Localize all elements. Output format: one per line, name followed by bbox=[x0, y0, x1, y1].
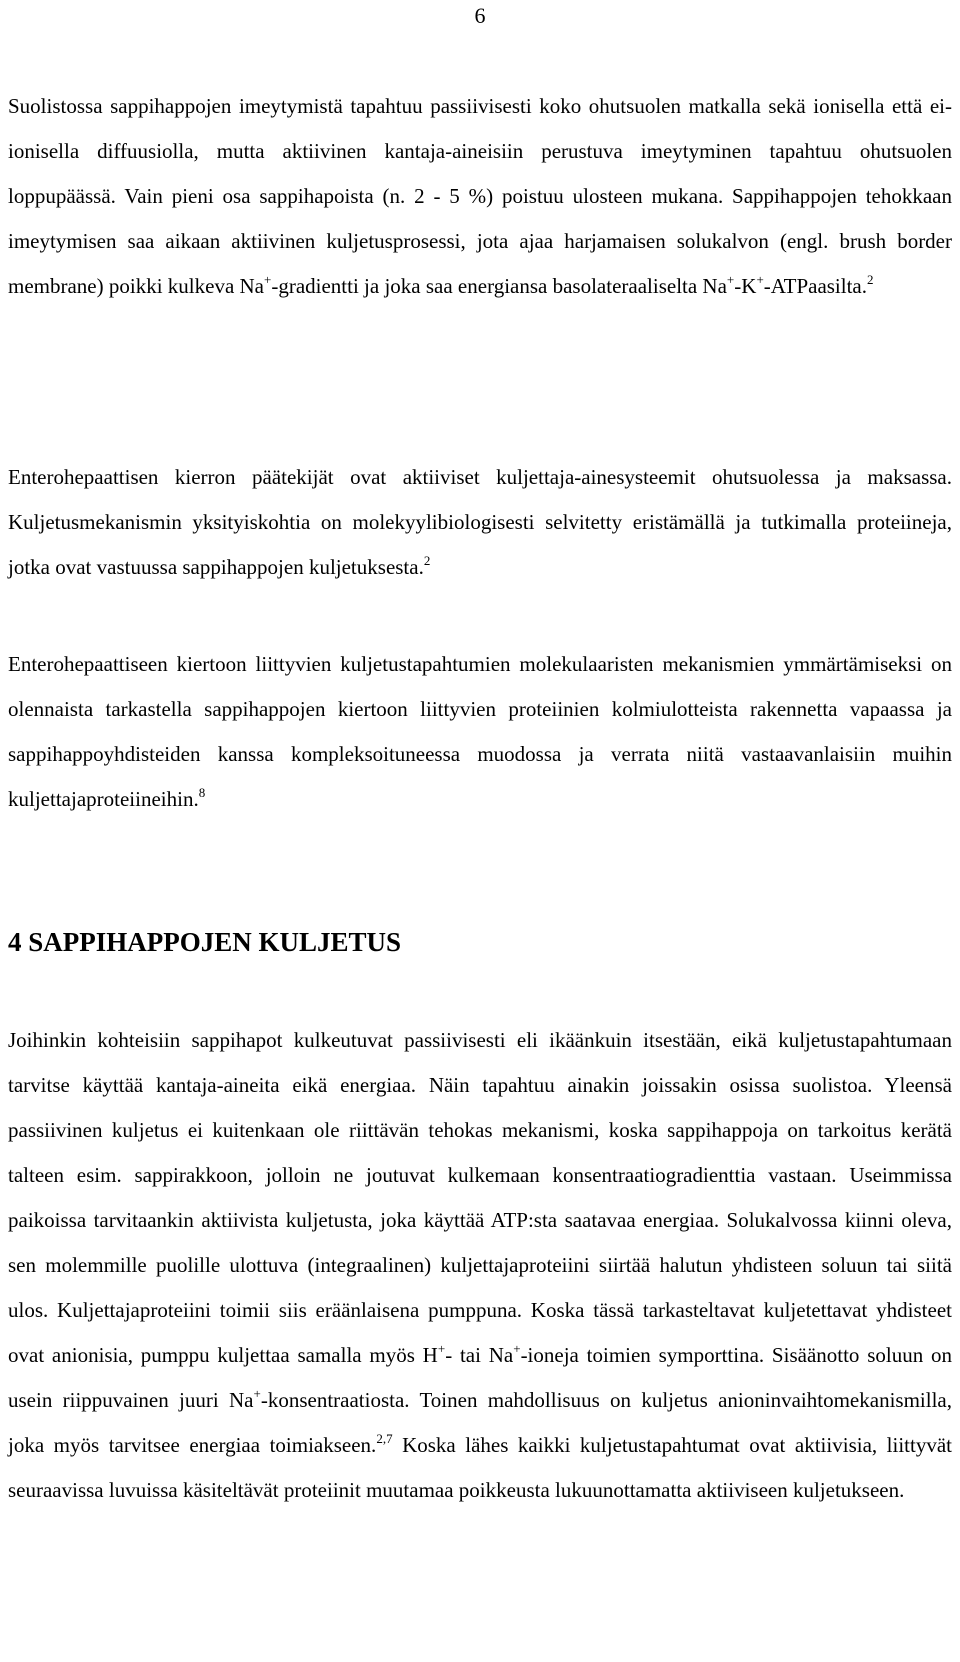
superscript-charge: + bbox=[513, 1341, 521, 1356]
superscript-charge: + bbox=[756, 272, 764, 287]
paragraph-text: Enterohepaattiseen kiertoon liittyvien kuljetustapahtumien molekulaaristen mekanismien ymmärtämiseksi on olennaista tarkastella sappihappojen kiertoon liittyvien proteiinien kolmiulotteista rakennetta vapaassa ja sappihappoyhdisteiden kanssa kompleksoituneessa muodossa ja verrata niitä vastaavanlaisiin muihin kuljettajaproteiineihin. bbox=[8, 652, 952, 811]
paragraph-text: -ioneja toimien symporttina. Sisäänotto soluun on usein riippuvainen juuri Na bbox=[8, 1343, 952, 1412]
paragraph-bile-acid-absorption bbox=[8, 84, 952, 309]
superscript-charge: + bbox=[437, 1341, 446, 1356]
superscript-charge: + bbox=[264, 272, 272, 287]
citation-reference: 8 bbox=[198, 785, 206, 800]
paragraph-text: -gradientti ja joka saa energiansa basolateraaliselta Na bbox=[271, 274, 727, 298]
paragraph-text: -K bbox=[734, 274, 757, 298]
superscript-charge: + bbox=[253, 1386, 261, 1401]
paragraph-text: -ATPaasilta. bbox=[763, 274, 868, 298]
paragraph-text: Joihinkin kohteisiin sappihapot kulkeutuvat passiivisesti eli ikäänkuin itsestään, eikä kuljetustapahtumaan tarvitse käyttää kantaja-aineita eikä energiaa. Näin tapahtuu ainakin joissakin osissa suolistoa. Yleensä passiivinen kuljetus ei kuitenkaan ole riittävän tehokas mekanismi, koska sappihappoja on tarkoitus kerätä talteen esim. sappirakkoon, jolloin ne joutuvat kulkemaan konsentraatiogradienttia vastaan. Useimmissa paikoissa tarvitaankin aktiivista kuljetusta, joka käyttää ATP:sta saatavaa energiaa. Solukalvossa kiinni oleva, sen molemmille puolille ulottuva (integraalinen) kuljettajaproteiini siirtää halutun yhdisteen soluun tai siitä ulos. Kuljettajaproteiini toimii siis eräänlaisena pumppuna. Koska tässä tarkasteltavat kuljetettavat yhdisteet ovat anionisia, pumppu kuljettaa samalla myös H bbox=[8, 1028, 952, 1367]
paragraph-text: Koska lähes kaikki kuljetustapahtumat ovat aktiivisia, liittyvät seuraavissa luvuissa käsiteltävät proteiinit muutamaa poikkeusta lukuunottamatta aktiiviseen kuljetukseen. bbox=[8, 1433, 952, 1502]
paragraph-enterohepatic-factors bbox=[8, 455, 952, 590]
paragraph-text: - tai Na bbox=[445, 1343, 514, 1367]
superscript-charge: + bbox=[726, 272, 735, 287]
citation-reference: 2,7 bbox=[376, 1431, 393, 1446]
paragraph-text: Enterohepaattisen kierron päätekijät ovat aktiiviset kuljettaja-ainesysteemit ohutsuolessa ja maksassa. Kuljetusmekanismin yksityiskohtia on molekyylibiologisesti selvitetty eristämällä ja tutkimalla proteiineja, jotka ovat vastuussa sappihappojen kuljetuksesta. bbox=[8, 465, 952, 579]
citation-reference: 2 bbox=[867, 272, 874, 287]
paragraph-text: -konsentraatiosta. Toinen mahdollisuus on kuljetus anioninvaihtomekanismilla, joka myös tarvitsee energiaa toimiakseen. bbox=[8, 1388, 952, 1457]
section-heading: 4 SAPPIHAPPOJEN KULJETUS bbox=[8, 927, 402, 957]
citation-reference: 2 bbox=[423, 553, 431, 568]
paragraph-molecular-mechanisms bbox=[8, 642, 952, 822]
paragraph-transport bbox=[8, 1018, 952, 1513]
paragraph-text: Suolistossa sappihappojen imeytymistä tapahtuu passiivisesti koko ohutsuolen matkalla sekä ionisella että ei-ionisella diffuusiolla, mutta aktiivinen kantaja-aineisiin perustuva imeytyminen tapahtuu ohutsuolen loppupäässä. Vain pieni osa sappihapoista (n. 2 - 5 %) poistuu ulosteen mukana. Sappihappojen tehokkaan imeytymisen saa aikaan aktiivinen kuljetusprosessi, jota ajaa harjamaisen solukalvon (engl. brush border membrane) poikki kulkeva Na bbox=[8, 94, 952, 298]
page-number: 6 bbox=[474, 3, 486, 28]
